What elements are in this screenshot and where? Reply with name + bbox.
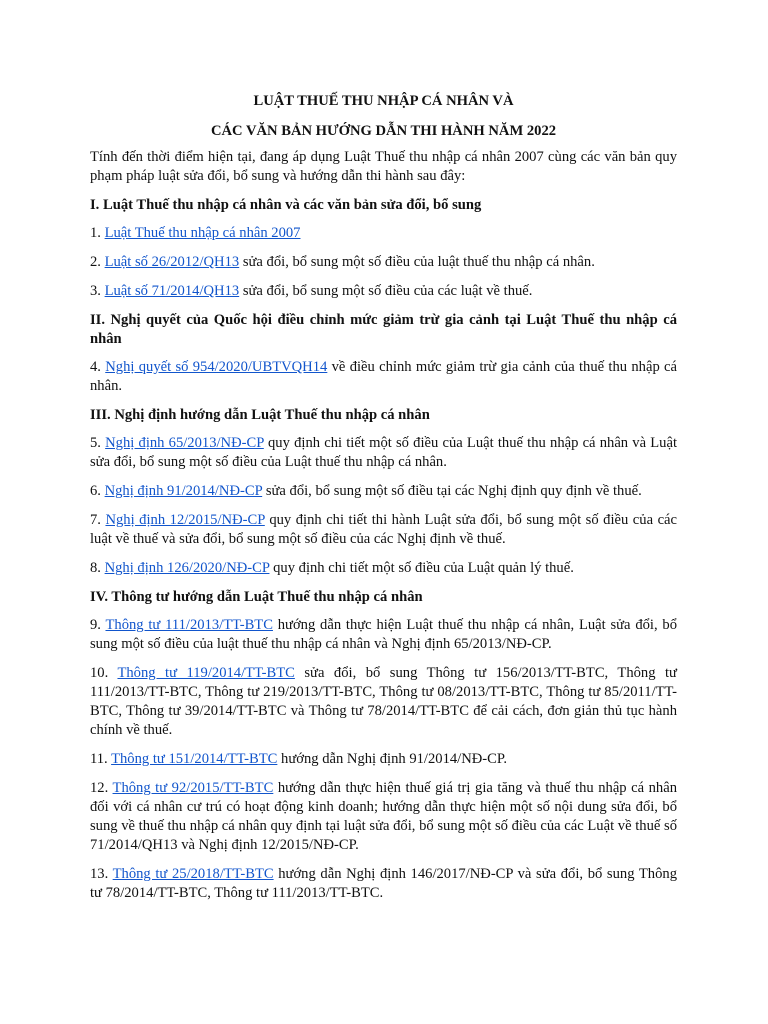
item-number: 7. [90,512,106,528]
item-number: 10. [90,665,118,681]
list-item [90,559,677,578]
document-title-line-2: CÁC VĂN BẢN HƯỚNG DẪN THI HÀNH NĂM 2022 [210,123,557,139]
document-link[interactable]: Thông tư 92/2015/TT-BTC [112,780,274,796]
list-item [90,779,677,855]
section-heading-3: III. Nghị định hướng dẫn Luật Thuế thu nhập cá nhân [90,407,430,423]
list-item [90,434,677,472]
item-number: 5. [90,435,106,451]
item-number: 4. [90,359,106,375]
list-item [90,253,677,272]
document-page [90,92,677,913]
item-description: quy định chi tiết một số điều của Luật quản lý thuế. [269,560,574,576]
list-item [90,616,677,654]
item-number: 12. [90,780,113,796]
document-link[interactable]: Luật số 26/2012/QH13 [104,254,240,270]
document-link[interactable]: Thông tư 119/2014/TT-BTC [117,665,295,681]
intro-paragraph: Tính đến thời điểm hiện tại, đang áp dụng Luật Thuế thu nhập cá nhân 2007 cùng các văn bản quy phạm pháp luật sửa đổi, bổ sung và hướng dẫn thi hành sau đây: [90,149,677,184]
list-item [90,664,677,740]
document-link[interactable]: Nghị định 65/2013/NĐ-CP [105,435,264,451]
document-link[interactable]: Nghị định 91/2014/NĐ-CP [104,483,263,499]
item-description: sửa đổi, bổ sung một số điều của luật thuế thu nhập cá nhân. [239,254,595,270]
item-number: 6. [90,483,105,499]
document-link[interactable]: Nghị quyết số 954/2020/UBTVQH14 [105,359,328,375]
item-number: 3. [90,283,105,299]
item-description: hướng dẫn thực hiện Luật thuế thu nhập cá nhân, Luật sửa đổi, bổ sung một số điều của luật thuế thu nhập cá nhân và Nghị định 65/2013/NĐ-CP. [90,617,678,652]
item-description: quy định chi tiết thi hành Luật sửa đổi, bổ sung một số điều của các luật về thuế và sửa đổi, bổ sung một số điều của các Nghị định về thuế. [90,512,677,547]
item-number: 8. [90,560,105,576]
section-4-list [90,616,677,903]
item-number: 1. [90,225,105,241]
list-item [90,224,677,243]
document-link[interactable]: Thông tư 25/2018/TT-BTC [112,866,274,882]
item-description: hướng dẫn Nghị định 91/2014/NĐ-CP. [277,751,508,767]
section-heading-1: I. Luật Thuế thu nhập cá nhân và các văn bản sửa đổi, bổ sung [90,197,482,213]
document-link[interactable]: Luật số 71/2014/QH13 [104,283,240,299]
document-link[interactable]: Nghị định 12/2015/NĐ-CP [105,512,265,528]
list-item [90,282,677,301]
document-link[interactable]: Thông tư 111/2013/TT-BTC [105,617,273,633]
item-number: 9. [90,617,106,633]
section-1-list [90,224,677,301]
section-3-list [90,434,677,578]
item-description: sửa đổi, bổ sung một số điều của các luật về thuế. [239,283,533,299]
item-number: 13. [90,866,113,882]
list-item [90,358,677,396]
item-number: 11. [90,751,112,767]
list-item [90,511,677,549]
item-description: hướng dẫn Nghị định 146/2017/NĐ-CP và sửa đổi, bổ sung Thông tư 78/2014/TT-BTC, Thông tư 111/2013/TT-BTC. [90,866,677,901]
item-description: quy định chi tiết một số điều của Luật thuế thu nhập cá nhân và Luật sửa đổi, bổ sung một số điều của Luật thuế thu nhập cá nhân. [90,435,677,470]
item-description: sửa đổi, bổ sung Thông tư 156/2013/TT-BTC, Thông tư 111/2013/TT-BTC, Thông tư 219/2013/TT-BTC, Thông tư 08/2013/TT-BTC, Thông tư 85/2011/TT-BTC, Thông tư 39/2014/TT-BTC và Thông tư 78/2014/TT-BTC để cải cách, đơn giản thủ tục hành chính về thuế. [90,665,677,738]
item-number: 2. [90,254,105,270]
item-description: sửa đổi, bổ sung một số điều tại các Nghị định quy định về thuế. [262,483,642,499]
item-description: hướng dẫn thực hiện thuế giá trị gia tăng và thuế thu nhập cá nhân đối với cá nhân cư trú có hoạt động kinh doanh; hướng dẫn thực hiện một số nội dung sửa đổi, bổ sung về thuế thu nhập cá nhân quy định tại luật sửa đổi, bổ sung một số điều của các Luật về thuế số 71/2014/QH13 và Nghị định 12/2015/NĐ-CP. [90,780,677,853]
document-link[interactable]: Thông tư 151/2014/TT-BTC [111,751,278,767]
list-item [90,482,677,501]
list-item [90,750,677,769]
list-item [90,865,677,903]
section-2-list [90,358,677,396]
section-heading-2: II. Nghị quyết của Quốc hội điều chỉnh mức giảm trừ gia cảnh tại Luật Thuế thu nhập cá nhân [90,312,677,347]
document-title-line-1: LUẬT THUẾ THU NHẬP CÁ NHÂN VÀ [253,93,514,109]
item-description: về điều chỉnh mức giảm trừ gia cảnh của thuế thu nhập cá nhân. [90,359,677,394]
section-heading-4: IV. Thông tư hướng dẫn Luật Thuế thu nhập cá nhân [90,589,423,605]
document-link[interactable]: Luật Thuế thu nhập cá nhân 2007 [104,225,301,241]
document-link[interactable]: Nghị định 126/2020/NĐ-CP [104,560,270,576]
